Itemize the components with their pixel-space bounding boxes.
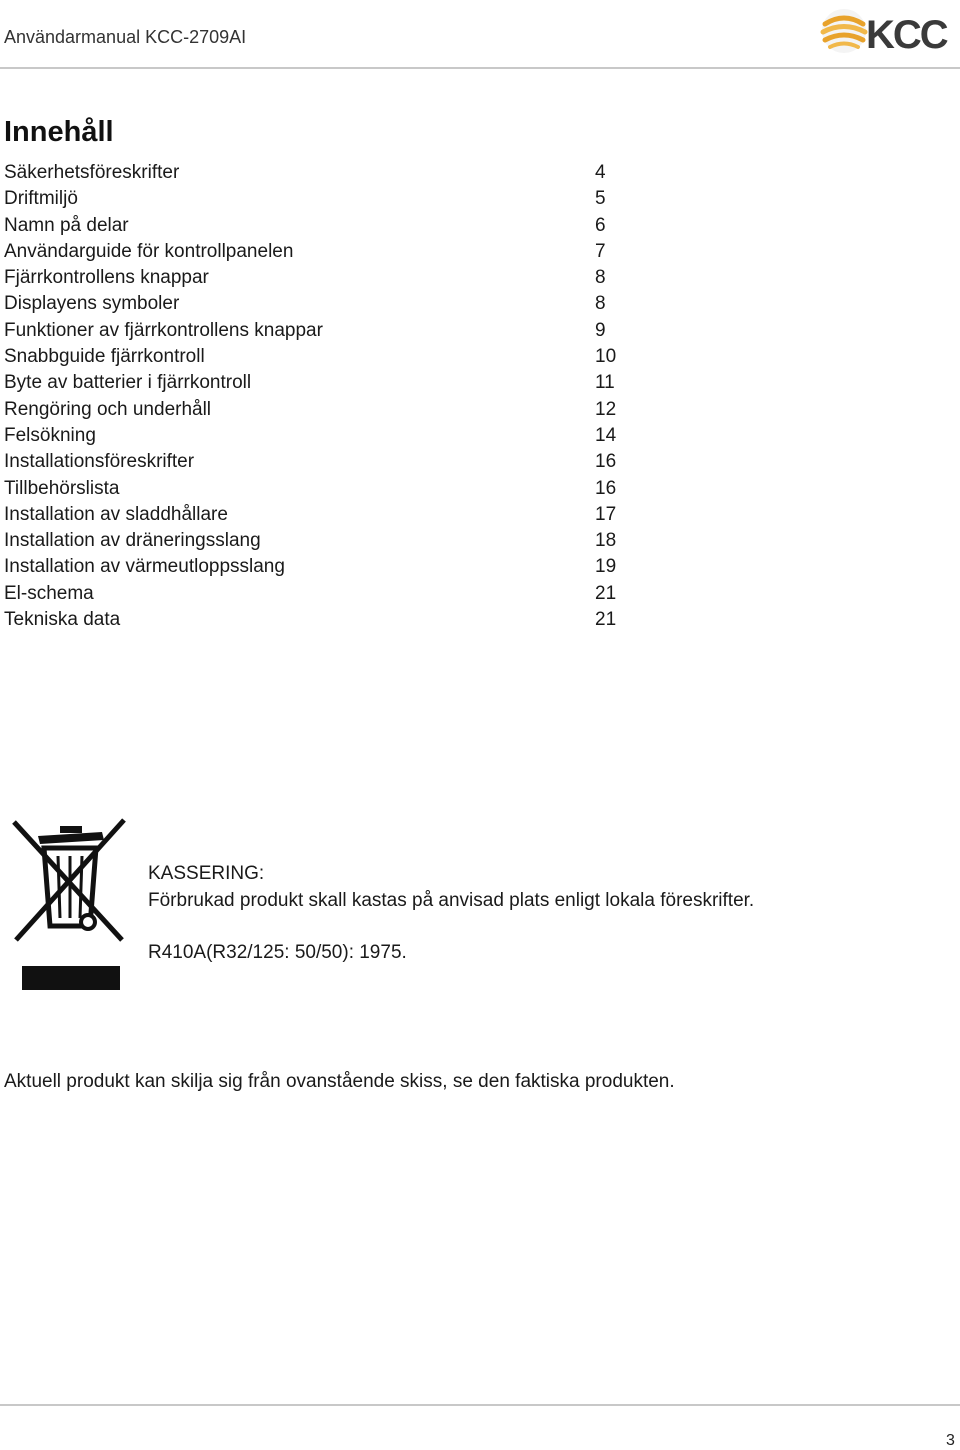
toc-entry-label: Installation av sladdhållare bbox=[4, 503, 228, 525]
toc-entry bbox=[4, 528, 624, 554]
toc-entry-page: 5 bbox=[595, 188, 606, 210]
toc-entry bbox=[4, 370, 624, 396]
document-header-title: Användarmanual KCC-2709AI bbox=[4, 27, 247, 47]
toc-entry-label: Installation av dräneringsslang bbox=[4, 530, 261, 552]
toc-entry-label: Byte av batterier i fjärrkontroll bbox=[4, 372, 252, 394]
toc-entry-label: Användarguide för kontrollpanelen bbox=[4, 240, 294, 262]
toc-entry-page: 8 bbox=[595, 293, 606, 315]
toc-entry-label: Displayens symboler bbox=[4, 293, 180, 315]
toc-entry bbox=[4, 291, 624, 317]
header-divider bbox=[0, 67, 960, 69]
toc-entry bbox=[4, 397, 624, 423]
disposal-heading: KASSERING: bbox=[148, 863, 265, 884]
toc-entry-page: 4 bbox=[595, 162, 606, 183]
logo-circle-icon bbox=[822, 9, 866, 53]
toc-entry bbox=[4, 554, 624, 580]
toc-entry-label: Namn på delar bbox=[4, 214, 129, 236]
toc-entry-page: 12 bbox=[595, 398, 617, 420]
toc-entry-label: Tekniska data bbox=[4, 609, 121, 631]
toc-heading: Innehåll bbox=[4, 116, 114, 148]
toc-entry-label: El-schema bbox=[4, 582, 94, 604]
toc-entry-label: Installation av värmeutloppsslang bbox=[4, 556, 285, 578]
toc-entry bbox=[4, 449, 624, 475]
toc-entry bbox=[4, 502, 624, 528]
toc-entry-page: 7 bbox=[595, 240, 606, 262]
page-number: 3 bbox=[946, 1432, 955, 1449]
toc-entry bbox=[4, 423, 624, 449]
toc-entry-page: 21 bbox=[595, 582, 617, 604]
toc-entry-page: 16 bbox=[595, 477, 617, 499]
toc-entry-label: Snabbguide fjärrkontroll bbox=[4, 346, 205, 368]
toc-entry-page: 10 bbox=[595, 346, 617, 368]
toc-entry-label: Installationsföreskrifter bbox=[4, 451, 195, 473]
toc-entry-label: Tillbehörslista bbox=[4, 477, 120, 499]
toc-entry-page: 18 bbox=[595, 530, 617, 552]
toc-entry-page: 8 bbox=[595, 267, 606, 289]
toc-entry bbox=[4, 607, 624, 633]
toc-entry-page: 16 bbox=[595, 451, 617, 473]
toc-entry-label: Rengöring och underhåll bbox=[4, 398, 212, 420]
toc-entry bbox=[4, 160, 624, 186]
toc-entry bbox=[4, 213, 624, 239]
toc-entry bbox=[4, 239, 624, 265]
disposal-text: Förbrukad produkt skall kastas på anvisad plats enligt lokala föreskrifter. bbox=[148, 890, 755, 911]
footer-divider bbox=[0, 1404, 960, 1406]
toc-entry bbox=[4, 476, 624, 502]
toc-entry-page: 9 bbox=[595, 319, 606, 341]
toc-entry-label: Säkerhetsföreskrifter bbox=[4, 162, 180, 183]
toc-entry-page: 21 bbox=[595, 609, 617, 631]
toc-entry bbox=[4, 581, 624, 607]
toc-entry-page: 17 bbox=[595, 503, 617, 525]
toc-entry-label: Fjärrkontrollens knappar bbox=[4, 267, 209, 289]
toc-entry bbox=[4, 318, 624, 344]
toc-entry-label: Driftmiljö bbox=[4, 188, 78, 210]
table-of-contents bbox=[4, 160, 624, 633]
logo-text: KCC bbox=[866, 13, 947, 57]
toc-entry-page: 6 bbox=[595, 214, 606, 236]
crossed-out-wheelie-bin-icon bbox=[10, 818, 130, 994]
toc-entry bbox=[4, 265, 624, 291]
toc-entry-page: 14 bbox=[595, 424, 617, 446]
toc-entry-page: 11 bbox=[595, 372, 615, 394]
toc-entry bbox=[4, 344, 624, 370]
toc-entry bbox=[4, 186, 624, 212]
toc-entry-label: Funktioner av fjärrkontrollens knappar bbox=[4, 319, 323, 341]
toc-entry-page: 19 bbox=[595, 556, 617, 578]
disposal-notice bbox=[148, 860, 754, 966]
toc-entry-label: Felsökning bbox=[4, 424, 96, 446]
kcc-logo bbox=[818, 4, 958, 58]
product-disclaimer: Aktuell produkt kan skilja sig från ovanstående skiss, se den faktiska produkten. bbox=[4, 1071, 675, 1092]
refrigerant-info: R410A(R32/125: 50/50): 1975. bbox=[148, 942, 407, 963]
